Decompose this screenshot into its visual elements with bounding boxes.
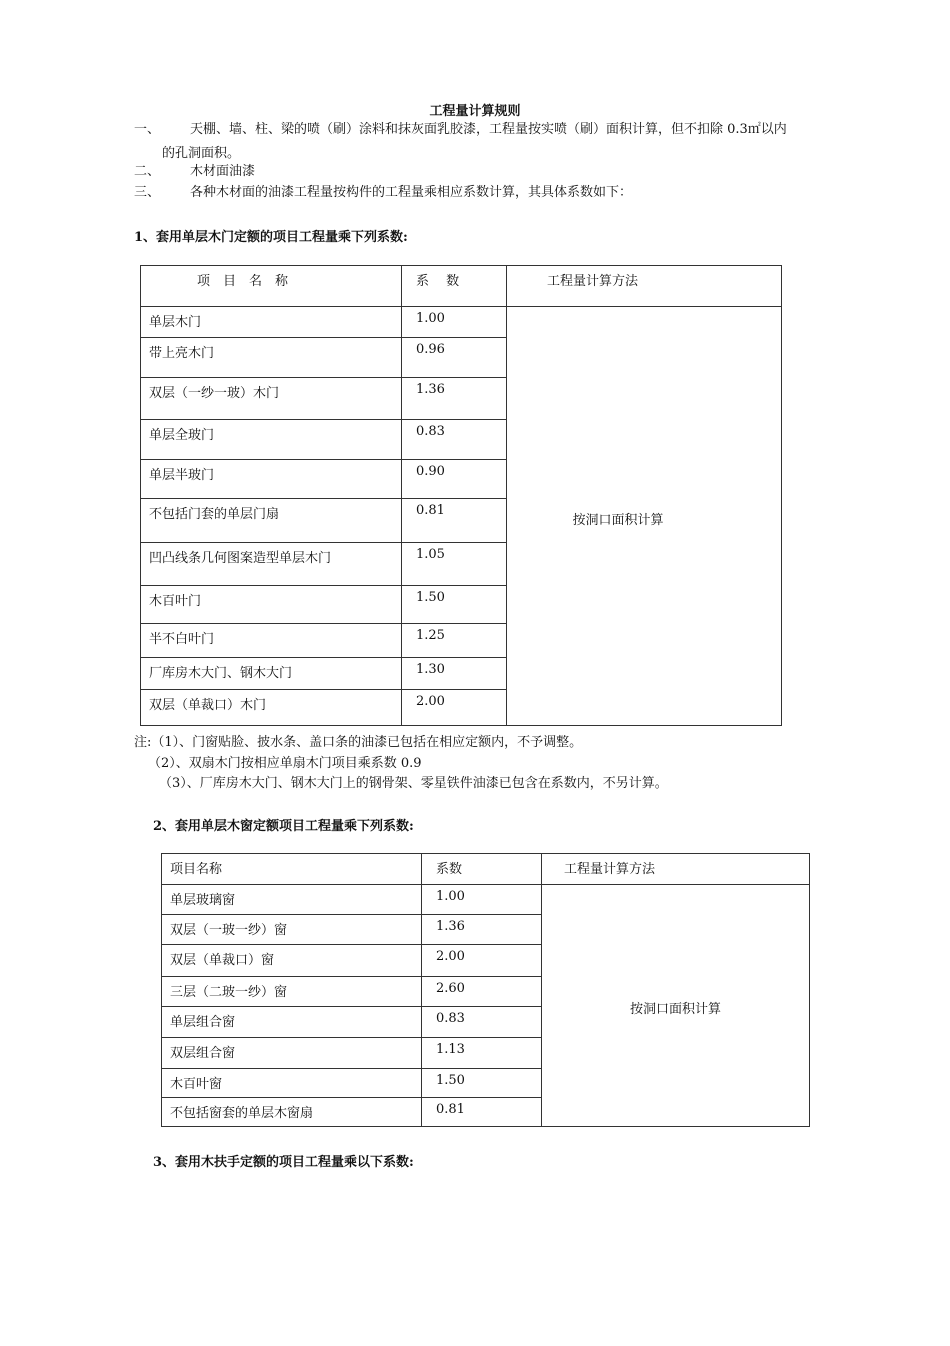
item-name: 半不白叶门 <box>141 624 402 658</box>
item-coefficient: 2.00 <box>402 690 507 726</box>
item-coefficient: 1.00 <box>402 307 507 338</box>
paragraph-number: 二、 <box>134 164 161 179</box>
section-2-heading: 2、套用单层木窗定额项目工程量乘下列系数: <box>153 819 414 834</box>
item-name: 凹凸线条几何图案造型单层木门 <box>141 543 402 586</box>
item-name: 双层（一玻一纱）窗 <box>162 915 422 945</box>
calculation-method <box>542 885 810 1127</box>
table-header-row <box>141 266 782 307</box>
item-coefficient: 1.30 <box>402 658 507 690</box>
item-name: 三层（二玻一纱）窗 <box>162 977 422 1007</box>
item-coefficient: 0.83 <box>422 1007 542 1038</box>
note-1: 注:（1）、门窗贴脸、披水条、盖口条的油漆已包括在相应定额内，不予调整。 <box>134 735 583 750</box>
item-name: 单层组合窗 <box>162 1007 422 1038</box>
item-coefficient: 0.90 <box>402 460 507 499</box>
paragraph-1-continuation: 的孔洞面积。 <box>162 146 241 161</box>
header-coefficient: 系数 <box>422 854 542 885</box>
paragraph-text: 天棚、墙、柱、梁的喷（刷）涂料和抹灰面乳胶漆，工程量按实喷（刷）面积计算，但不扣除 0.3㎡以内 <box>190 122 787 137</box>
table-row <box>162 885 810 915</box>
item-coefficient: 1.50 <box>402 586 507 624</box>
paragraph-number: 三、 <box>134 185 161 200</box>
item-coefficient: 0.81 <box>402 499 507 543</box>
item-coefficient: 1.05 <box>402 543 507 586</box>
item-name: 不包括窗套的单层木窗扇 <box>162 1098 422 1127</box>
item-coefficient: 1.50 <box>422 1069 542 1098</box>
item-name: 单层木门 <box>141 307 402 338</box>
item-name: 双层（单裁口）木门 <box>141 690 402 726</box>
item-name: 双层组合窗 <box>162 1038 422 1069</box>
item-coefficient: 2.00 <box>422 945 542 977</box>
item-name: 双层（一纱一玻）木门 <box>141 378 402 420</box>
item-coefficient: 1.36 <box>402 378 507 420</box>
item-name: 木百叶窗 <box>162 1069 422 1098</box>
table-header-row <box>162 854 810 885</box>
item-coefficient: 1.13 <box>422 1038 542 1069</box>
item-name: 带上亮木门 <box>141 338 402 378</box>
door-coefficient-table <box>140 265 782 726</box>
header-method: 工程量计算方法 <box>507 266 782 307</box>
item-coefficient: 0.81 <box>422 1098 542 1127</box>
note-2: （2）、双扇木门按相应单扇木门项目乘系数 0.9 <box>148 756 422 771</box>
header-item-name: 项 目 名 称 <box>141 266 402 307</box>
paragraph-number: 一、 <box>134 122 161 137</box>
item-coefficient: 1.36 <box>422 915 542 945</box>
section-1-heading: 1、套用单层木门定额的项目工程量乘下列系数: <box>134 230 408 245</box>
window-coefficient-table <box>161 853 810 1127</box>
item-name: 单层玻璃窗 <box>162 885 422 915</box>
item-coefficient: 1.00 <box>422 885 542 915</box>
item-coefficient: 2.60 <box>422 977 542 1007</box>
item-coefficient: 0.83 <box>402 420 507 460</box>
paragraph-text: 各种木材面的油漆工程量按构件的工程量乘相应系数计算，其具体系数如下： <box>190 185 633 200</box>
header-item-name: 项目名称 <box>162 854 422 885</box>
item-coefficient: 1.25 <box>402 624 507 658</box>
item-name: 不包括门套的单层门扇 <box>141 499 402 543</box>
item-coefficient: 0.96 <box>402 338 507 378</box>
calculation-method-text: 按洞口面积计算 <box>572 512 664 528</box>
calculation-method <box>507 307 782 726</box>
item-name: 木百叶门 <box>141 586 402 624</box>
item-name: 单层半玻门 <box>141 460 402 499</box>
header-coefficient: 系 数 <box>402 266 507 307</box>
header-method: 工程量计算方法 <box>542 854 810 885</box>
document-title: 工程量计算规则 <box>429 104 521 119</box>
paragraph-text: 木材面油漆 <box>190 164 256 179</box>
section-3-heading: 3、套用木扶手定额的项目工程量乘以下系数: <box>153 1155 414 1170</box>
item-name: 厂库房木大门、钢木大门 <box>141 658 402 690</box>
calculation-method-text: 按洞口面积计算 <box>629 1002 721 1017</box>
item-name: 双层（单裁口）窗 <box>162 945 422 977</box>
note-3: （3）、厂库房木大门、钢木大门上的钢骨架、零星铁件油漆已包含在系数内，不另计算。 <box>159 776 668 791</box>
table-row <box>141 307 782 338</box>
item-name: 单层全玻门 <box>141 420 402 460</box>
